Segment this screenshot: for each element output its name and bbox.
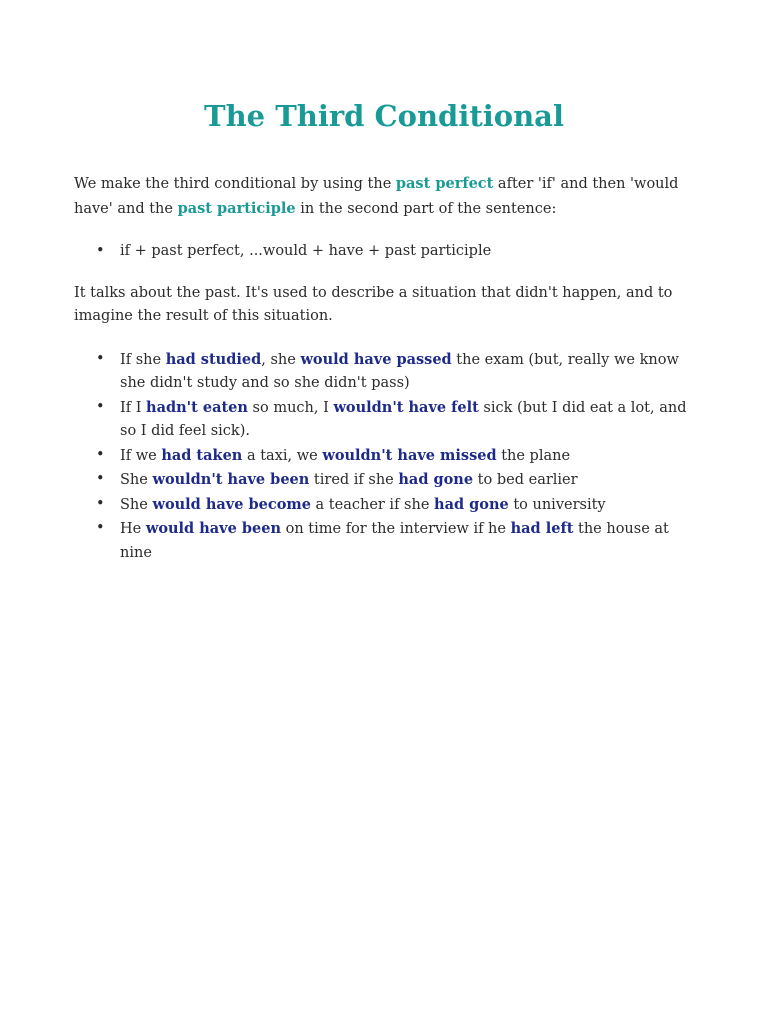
- example-text: a taxi, we: [242, 447, 323, 464]
- page-title: The Third Conditional: [204, 99, 564, 133]
- example-highlight: had gone: [434, 495, 509, 513]
- example-text: the house at nine: [120, 521, 669, 561]
- example-highlight: had taken: [161, 446, 243, 464]
- example-text: on time for the interview if he: [281, 521, 511, 537]
- intro-highlight-past-participle: past participle: [177, 199, 296, 217]
- example-text: the exam (but, really we know she didn't study and so she didn't pass): [120, 351, 679, 391]
- example-text: tired if she: [309, 472, 399, 488]
- example-item: [120, 493, 704, 518]
- intro-text-2: after 'if' and then 'would have' and the: [74, 176, 679, 217]
- example-text: If she: [120, 351, 166, 368]
- document-body: [74, 172, 704, 565]
- examples-list: [74, 348, 704, 566]
- example-text: She: [120, 496, 153, 513]
- example-highlight: hadn't eaten: [146, 398, 248, 416]
- example-text: She: [120, 472, 153, 488]
- example-highlight: wouldn't have felt: [333, 398, 479, 416]
- example-item: [120, 444, 704, 469]
- formula-list: [74, 240, 704, 264]
- intro-highlight-past-perfect: past perfect: [395, 175, 494, 192]
- example-text: a teacher if she: [310, 496, 435, 513]
- example-text: If I: [120, 399, 147, 416]
- formula-item: • if + past perfect, ...would + have + past participle: [120, 240, 704, 264]
- example-text: to bed earlier: [473, 472, 578, 488]
- example-item: [120, 396, 704, 444]
- example-text: , she: [261, 351, 301, 368]
- example-text: the plane: [496, 447, 571, 464]
- example-highlight: had left: [510, 520, 574, 537]
- example-item: [120, 517, 704, 565]
- example-highlight: would have passed: [300, 350, 452, 368]
- example-highlight: wouldn't have missed: [322, 446, 497, 464]
- example-text: He: [120, 521, 146, 537]
- example-highlight: would have become: [152, 495, 311, 513]
- intro-paragraph: [74, 172, 704, 221]
- example-highlight: had studied: [165, 350, 262, 368]
- example-text: to university: [508, 496, 606, 513]
- example-item: [120, 468, 704, 493]
- intro-text-3: in the second part of the sentence:: [295, 200, 557, 217]
- example-text: sick (but I did eat a lot, and so I did feel sick).: [120, 399, 687, 439]
- intro-text-1: We make the third conditional by using the: [74, 176, 396, 192]
- example-highlight: wouldn't have been: [152, 471, 310, 488]
- description-paragraph: It talks about the past. It's used to describe a situation that didn't happen, and to imagine the result of this situation.: [74, 284, 673, 324]
- example-highlight: would have been: [145, 520, 282, 537]
- example-highlight: had gone: [398, 471, 474, 488]
- example-item: [120, 348, 704, 396]
- example-text: If we: [120, 447, 162, 464]
- example-text: so much, I: [247, 399, 334, 416]
